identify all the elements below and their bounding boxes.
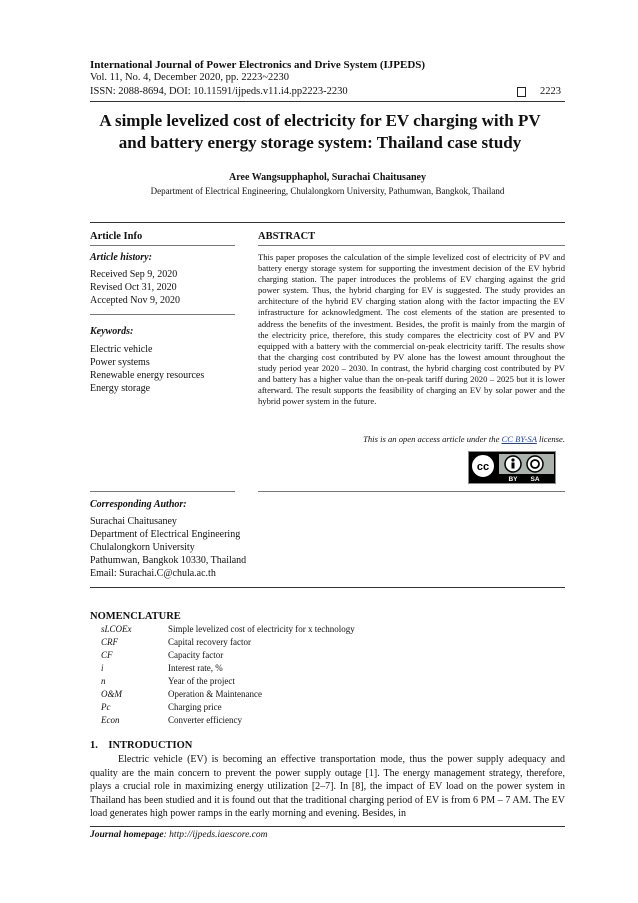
keywords-list xyxy=(90,343,204,395)
license-suffix: license. xyxy=(538,434,565,444)
journal-name: International Journal of Power Electronics and Drive System (IJPEDS) xyxy=(90,59,426,71)
corresponding-dept: Department of Electrical Engineering xyxy=(90,529,241,540)
nomenclature-definition: Converter efficiency xyxy=(168,715,243,725)
history-accepted: Accepted Nov 9, 2020 xyxy=(90,295,180,306)
abstract-bottom-rule xyxy=(258,491,565,492)
nomenclature-symbol: n xyxy=(101,676,106,686)
authors: Aree Wangsupphaphol, Surachai Chaitusaney xyxy=(229,172,426,183)
history-heading: Article history: xyxy=(90,252,152,263)
history-received: Received Sep 9, 2020 xyxy=(90,269,178,280)
title-line-2: and battery energy storage system: Thailand case study xyxy=(118,133,522,152)
homepage-url[interactable]: : http://ijpeds.iaescore.com xyxy=(163,830,268,840)
nomenclature-definition: Capital recovery factor xyxy=(168,637,251,647)
keyword-item: Renewable energy resources xyxy=(90,370,205,381)
corresponding-heading: Corresponding Author: xyxy=(90,499,187,510)
abstract-rule xyxy=(258,245,565,246)
keywords-heading: Keywords: xyxy=(90,326,134,337)
paper-title xyxy=(70,110,570,154)
corresponding-university: Chulalongkorn University xyxy=(90,542,195,553)
by-label: BY xyxy=(508,476,518,483)
cc-icon-text: cc xyxy=(476,461,490,473)
license-prefix: This is an open access article under the xyxy=(363,434,500,444)
page-number: 2223 xyxy=(540,86,561,97)
corresponding-rule xyxy=(90,491,235,492)
affiliation: Department of Electrical Engineering, Chulalongkorn University, Pathumwan, Bangkok, Thailand xyxy=(150,186,505,196)
corresponding-address: Pathumwan, Bangkok 10330, Thailand xyxy=(90,555,247,566)
nomenclature-symbol: O&M xyxy=(101,689,122,699)
license-link[interactable]: CC BY-SA xyxy=(501,434,537,444)
nomenclature-symbol: Pc xyxy=(101,702,111,712)
corresponding-name: Surachai Chaitusaney xyxy=(90,516,177,527)
introduction-text: Electric vehicle (EV) is becoming an effective transportation mode, thus the power supply adequacy and quality are the main concern to prevent the power supply outage [1]. The energy management strategy, therefore, plays a crucial role in maximizing energy utilization [2–7]. In [8], the impact of EV load on the power system in Thailand has been studied and it is found out that the traditional charging period of EV is from 6 PM – 7 AM. The EV load generates high power ramps in the early morning and evening. Besides, in xyxy=(90,754,565,820)
nomenclature-definition: Simple levelized cost of electricity for x technology xyxy=(168,624,355,634)
keyword-item: Electric vehicle xyxy=(90,344,153,355)
history-revised: Revised Oct 31, 2020 xyxy=(90,282,177,293)
nomenclature-definition: Operation & Maintenance xyxy=(168,689,262,699)
nomenclature-symbol: sLCOEx xyxy=(101,624,132,634)
abstract-text: This paper proposes the calculation of the simple levelized cost of electricity of PV and battery energy storage system for supporting the investment decision of the EV hybrid charging station. The paper introduces the problems of EV charging against the grid power system. Thus, the hybrid charging for EV is suggested. The study provides an architecture of the hybrid EV charging station along with the factor impacting the EV infrastructure for acknowledgment. The cost elements of the station are presented to address the benefits of the investment. Besides, the profit is mainly from the margin of the electricity price, therefore, this study compares the electricity cost of PV and PV equipped with a battery with the commercial on-peak electricity tariff. The results show that the charging cost contributed by PV alone has the lowest amount throughout the study period year 2020 – 2030. In contrast, the hybrid charging cost contributed by PV and battery has a higher value than the on-peak tariff during 2020 – 2025 but it is lower afterward. The result supports the feasibility of charging an EV by solar power and the hybrid power system in the future. xyxy=(258,252,565,407)
history-list xyxy=(90,268,180,307)
nomenclature-heading: NOMENCLATURE xyxy=(90,611,181,622)
volume-line: Vol. 11, No. 4, December 2020, pp. 2223~2230 xyxy=(90,72,290,83)
sa-icon xyxy=(527,456,543,472)
footer-rule xyxy=(90,826,565,827)
page-icon xyxy=(517,87,526,97)
title-line-1: A simple levelized cost of electricity for EV charging with PV xyxy=(99,111,541,130)
nomenclature-definition: Charging price xyxy=(168,702,222,712)
abstract-heading: ABSTRACT xyxy=(258,231,316,242)
nomenclature-symbol: Econ xyxy=(101,715,120,725)
keyword-item: Power systems xyxy=(90,357,150,368)
history-rule xyxy=(90,314,235,315)
nomenclature-definition: Interest rate, % xyxy=(168,663,223,673)
author-bottom-rule xyxy=(90,587,565,588)
introduction-heading: 1. INTRODUCTION xyxy=(90,740,193,751)
section-rule xyxy=(90,222,565,223)
issn-line: ISSN: 2088-8694, DOI: 10.11591/ijpeds.v11.i4.pp2223-2230 xyxy=(90,86,348,97)
article-info-rule xyxy=(90,245,235,246)
cc-by-sa-badge[interactable] xyxy=(468,451,556,484)
corresponding-details xyxy=(90,515,246,580)
homepage-label: Journal homepage xyxy=(90,830,164,840)
license-line xyxy=(258,434,565,444)
nomenclature-symbol: CRF xyxy=(101,637,118,647)
nomenclature-symbol: i xyxy=(101,663,104,673)
keyword-item: Energy storage xyxy=(90,383,151,394)
corresponding-email: Email: Surachai.C@chula.ac.th xyxy=(90,568,216,579)
nomenclature-symbol: CF xyxy=(101,650,113,660)
cc-badge-graphic xyxy=(469,452,555,483)
nomenclature-definition: Capacity factor xyxy=(168,650,224,660)
header-rule xyxy=(90,101,565,102)
article-info-heading: Article Info xyxy=(90,231,143,242)
journal-homepage xyxy=(90,830,268,840)
nomenclature-definition: Year of the project xyxy=(168,676,235,686)
sa-label: SA xyxy=(530,476,540,483)
